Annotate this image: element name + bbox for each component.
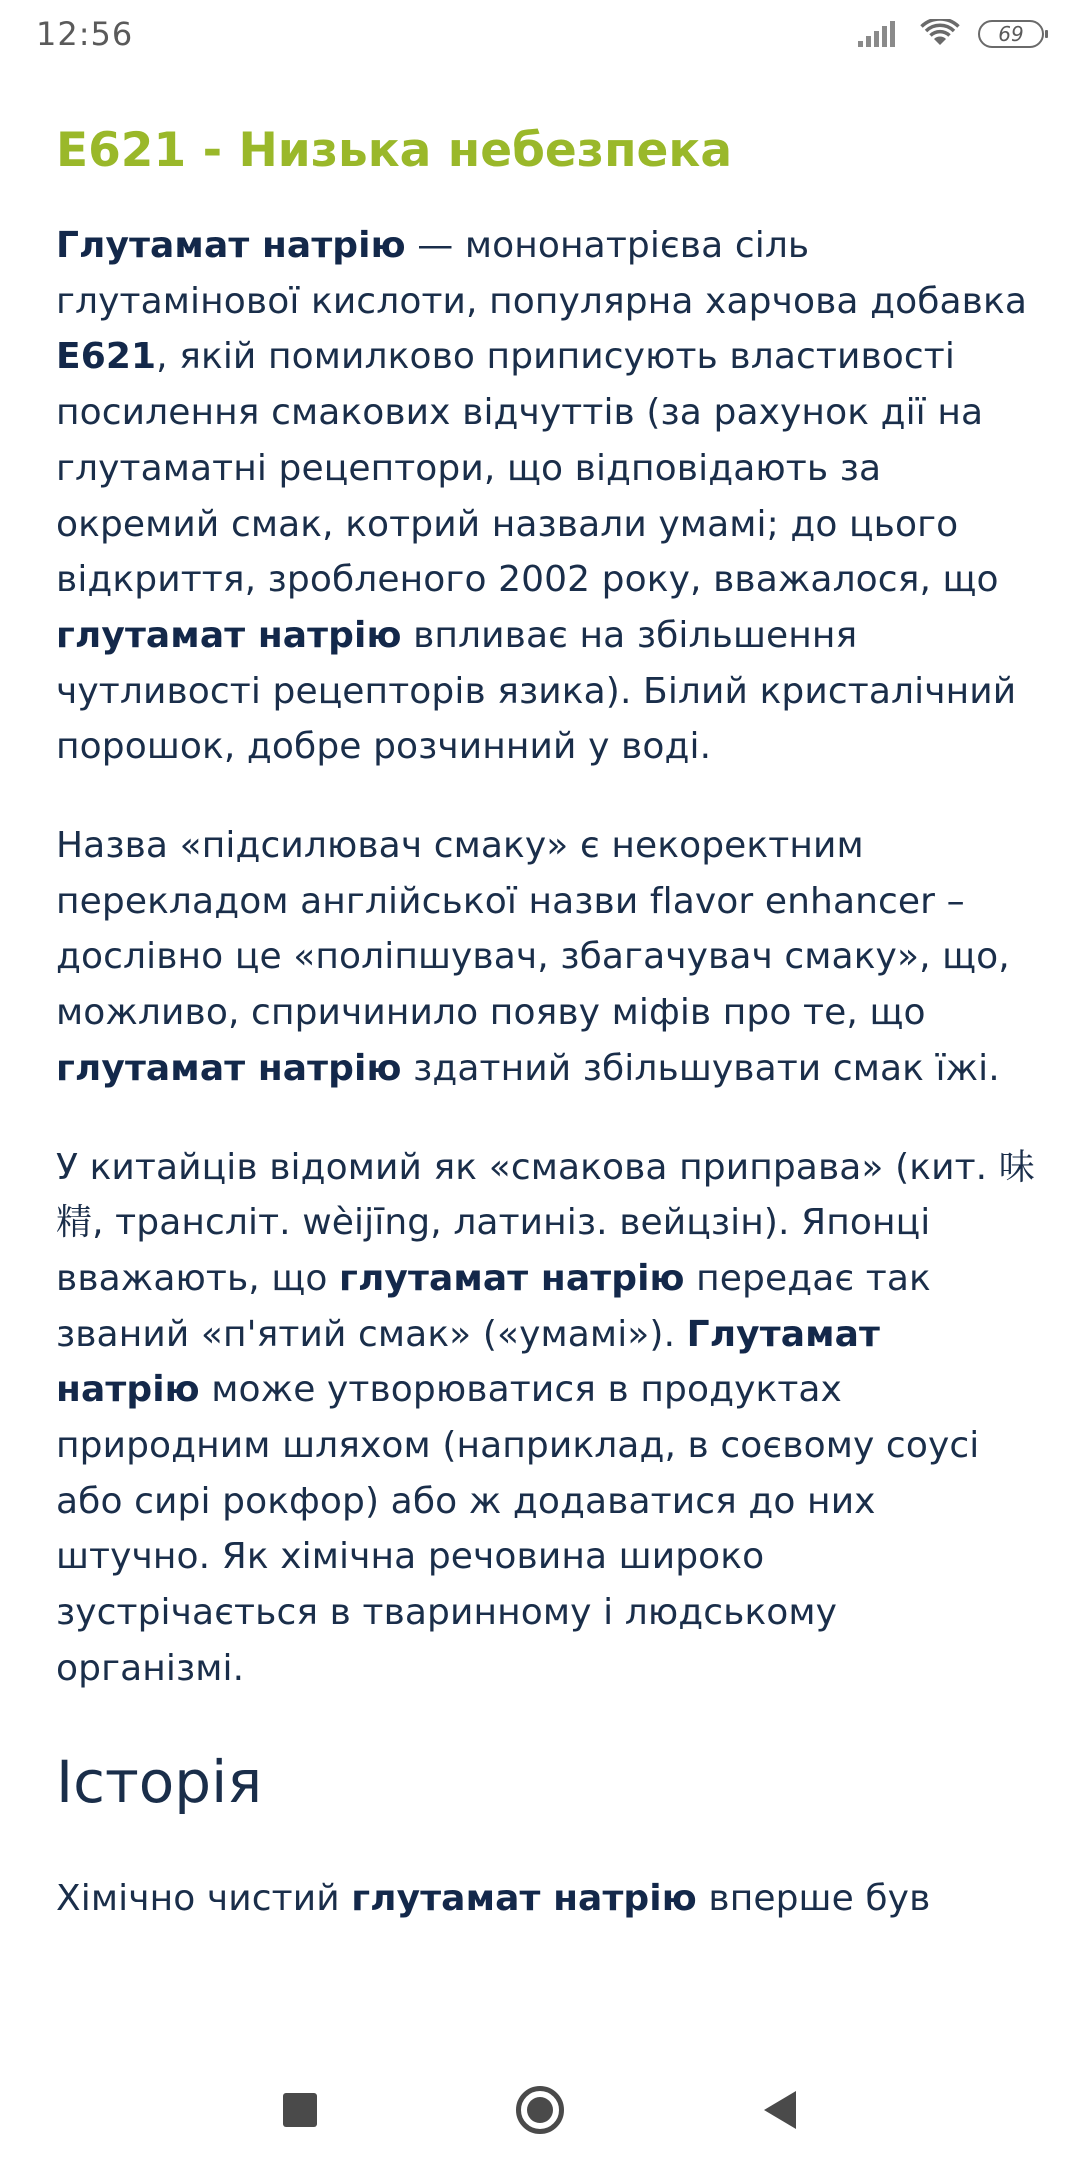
back-triangle-icon [764, 2091, 796, 2129]
bold-term: глутамат натрію [351, 1877, 697, 1919]
home-dot [527, 2097, 553, 2123]
recents-button[interactable] [260, 2070, 340, 2150]
paragraph-name [56, 818, 1036, 1097]
battery-icon [978, 20, 1044, 48]
paragraph-asia [56, 1140, 1036, 1697]
bold-term: E621 [56, 336, 157, 378]
bold-term: глутамат натрію [56, 1047, 402, 1089]
navigation-bar [0, 2060, 1080, 2160]
paragraph-intro [56, 218, 1036, 775]
text-span: може утворюватися в продуктах природним шляхом (наприклад, в соєвому соусі або сирі рокфор) або ж додаватися до них штучно. Як хімічна речовина широко зустрічається в тваринному і людському організмі. [56, 1369, 980, 1689]
signal-icon [856, 19, 902, 49]
battery-level: 69 [998, 22, 1024, 46]
section-heading-history: Історія [56, 1747, 263, 1816]
bold-term: Глутамат натрію [56, 225, 406, 266]
text-span: вперше був [696, 1877, 931, 1919]
status-icons [856, 19, 1044, 49]
wifi-icon [920, 19, 960, 49]
text-span: Назва «підсилювач смаку» є некоректним перекладом англійської назви flavor enhancer – дослівно це «поліпшувач, збагачувач смаку», що, можливо, спричинило появу міфів про те, що [56, 825, 1010, 1034]
status-bar [0, 0, 1080, 68]
paragraph-history [56, 1871, 1036, 1927]
home-button[interactable] [500, 2070, 580, 2150]
bold-term: глутамат натрію [339, 1257, 685, 1299]
article [56, 110, 1036, 1926]
text-span: здатний збільшувати смак їжі. [401, 1047, 1000, 1089]
text-span: впливає на збільшення чутливості рецепторів язика). Білий кристалічний порошок, добре розчинний у воді. [56, 614, 1017, 768]
bold-term: Глутамат натрію [56, 1313, 880, 1411]
text-span: — мононатрієва сіль глутамінової кислоти, популярна харчова добавка [56, 225, 1027, 322]
text-span: Хімічно чистий [56, 1877, 352, 1919]
text-span: , якій помилково приписують властивості посилення смакових відчуттів (за рахунок дії на глутаматні рецептори, що відповідають за окремий смак, котрий назвали умамі; до цього відкриття, зробленого 2002 року, вважалося, що [56, 336, 999, 601]
text-span: передає так званий «п'ятий смак» («умамі»). [56, 1257, 931, 1355]
page-title: E621 - Низька небезпека [56, 123, 733, 178]
text-span: У китайців відомий як «смакова приправа» (кит. 味精, трансліт. wèijīng, латиніз. вейцзін). Японці вважають, що [56, 1146, 1035, 1299]
bold-term: глутамат натрію [56, 614, 402, 656]
back-button[interactable] [740, 2070, 820, 2150]
status-time: 12:56 [36, 15, 134, 53]
recents-square-icon [283, 2093, 317, 2127]
home-circle-icon [516, 2086, 564, 2134]
